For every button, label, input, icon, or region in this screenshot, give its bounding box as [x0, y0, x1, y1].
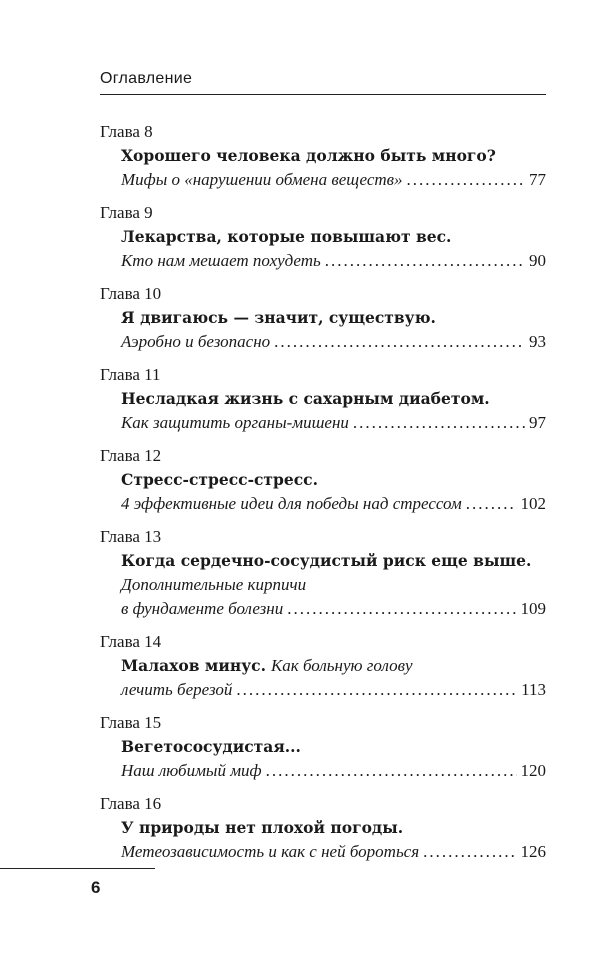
- chapter-subtitle-continued: лечить березой: [121, 680, 233, 699]
- chapter-subtitle: 4 эффективные идеи для победы над стрессом: [121, 494, 462, 513]
- toc-entry-chapter-14[interactable]: [100, 630, 546, 702]
- chapter-title: Лекарства, которые повышают вес.: [121, 227, 452, 246]
- dot-leader: [325, 249, 525, 273]
- page-number: 6: [91, 878, 101, 897]
- chapter-subtitle: Мифы о «нарушении обмена веществ»: [121, 170, 403, 189]
- chapter-subtitle-line: [121, 249, 546, 273]
- page-reference: 102: [520, 494, 546, 513]
- chapter-label: Глава 11: [100, 365, 161, 384]
- chapter-subtitle: Как защитить органы-мишени: [121, 413, 349, 432]
- chapter-subtitle: Кто нам мешает похудеть: [121, 251, 321, 270]
- chapter-subtitle: Как больную голову: [270, 656, 413, 675]
- chapter-label: Глава 8: [100, 122, 153, 141]
- chapter-subtitle-line: [121, 492, 546, 516]
- chapter-subtitle-line: [121, 411, 546, 435]
- page-reference: 120: [520, 761, 546, 780]
- chapter-label: Глава 14: [100, 632, 162, 651]
- dot-leader: [287, 597, 516, 621]
- page-reference: 77: [529, 170, 546, 189]
- chapter-label: Глава 16: [100, 794, 162, 813]
- chapter-label: Глава 10: [100, 284, 162, 303]
- chapter-subtitle: Наш любимый миф: [121, 761, 262, 780]
- chapter-subtitle: Аэробно и безопасно: [121, 332, 271, 351]
- page-reference: 97: [529, 413, 546, 432]
- chapter-title: У природы нет плохой погоды.: [121, 818, 404, 837]
- chapter-subtitle-continued: в фундаменте болезни: [121, 599, 284, 618]
- chapter-title: Когда сердечно-сосудистый риск еще выше.: [121, 551, 532, 570]
- toc-entry-chapter-11[interactable]: [100, 363, 546, 435]
- chapter-title: Стресс-стресс-стресс.: [121, 470, 319, 489]
- toc-entry-chapter-8[interactable]: [100, 120, 546, 192]
- chapter-subtitle-line-1: [121, 573, 546, 597]
- toc-entry-chapter-12[interactable]: [100, 444, 546, 516]
- toc-entry-chapter-10[interactable]: [100, 282, 546, 354]
- page-reference: 126: [520, 842, 546, 861]
- page-reference: 113: [521, 680, 546, 699]
- dot-leader: [236, 678, 517, 702]
- chapter-subtitle: Метеозависимость и как с ней бороться: [121, 842, 420, 861]
- chapter-subtitle-line: [121, 840, 546, 864]
- chapter-subtitle-line: [121, 330, 546, 354]
- chapter-title: Несладкая жизнь с сахарным диабетом.: [121, 389, 490, 408]
- chapter-title: Вегетососудистая...: [121, 737, 301, 756]
- dot-leader: [266, 759, 517, 783]
- chapter-subtitle-line: [121, 168, 546, 192]
- toc-entry-chapter-15[interactable]: [100, 711, 546, 783]
- chapter-subtitle-line-2: [121, 678, 546, 702]
- page-reference: 109: [520, 599, 546, 618]
- chapter-subtitle-line-2: [121, 597, 546, 621]
- toc-entry-chapter-9[interactable]: [100, 201, 546, 273]
- page-reference: 93: [529, 332, 546, 351]
- toc-entry-chapter-16[interactable]: [100, 792, 546, 864]
- header-rule: [100, 94, 546, 95]
- chapter-subtitle: Дополнительные кирпичи: [121, 575, 307, 594]
- chapter-title: Я двигаюсь — значит, существую.: [121, 308, 436, 327]
- chapter-label: Глава 12: [100, 446, 162, 465]
- footer-rule: [0, 868, 155, 869]
- dot-leader: [353, 411, 525, 435]
- dot-leader: [407, 168, 525, 192]
- chapter-label: Глава 9: [100, 203, 153, 222]
- chapter-label: Глава 13: [100, 527, 162, 546]
- chapter-title-line: [121, 654, 546, 678]
- dot-leader: [274, 330, 525, 354]
- dot-leader: [466, 492, 517, 516]
- chapter-title: Хорошего человека должно быть много?: [121, 146, 496, 165]
- toc-entry-chapter-13[interactable]: [100, 525, 546, 621]
- running-header: Оглавление: [100, 70, 193, 87]
- page-reference: 90: [529, 251, 546, 270]
- dot-leader: [423, 840, 516, 864]
- chapter-subtitle-line: [121, 759, 546, 783]
- chapter-title: Малахов минус.: [121, 656, 266, 675]
- chapter-label: Глава 15: [100, 713, 162, 732]
